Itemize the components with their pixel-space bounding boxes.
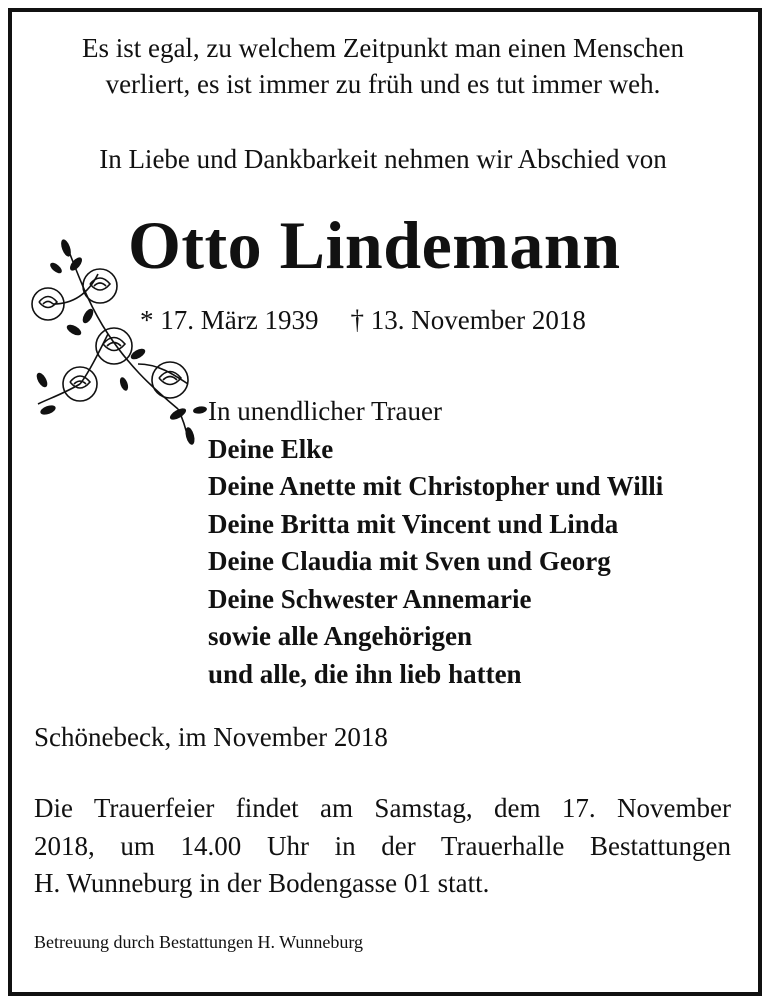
mourners-lead: In unendlicher Trauer <box>208 396 442 426</box>
roses-icon <box>28 234 208 454</box>
mourner-name: Deine Schwester Annemarie <box>208 583 532 614</box>
deceased-name: Otto Lindemann <box>128 207 621 283</box>
mourners-list <box>208 393 663 693</box>
service-line: Die Trauerfeier findet am Samstag, dem 17. November <box>34 793 731 823</box>
service-line: H. Wunneburg in der Bodengasse 01 statt. <box>34 868 490 898</box>
mourner-name: Deine Britta mit Vincent und Linda <box>208 508 619 539</box>
mourner-name: und alle, die ihn lieb hatten <box>208 658 522 689</box>
place-and-date: Schönebeck, im November 2018 <box>34 722 388 752</box>
mourner-name: Deine Anette mit Christopher und Willi <box>208 471 664 501</box>
mourner-name: Deine Claudia mit Sven und Georg <box>208 546 611 576</box>
opening-quote <box>0 30 766 102</box>
birth-date: * 17. März 1939 <box>140 305 319 335</box>
life-dates <box>140 305 618 336</box>
farewell-intro: In Liebe und Dankbarkeit nehmen wir Abschied von <box>99 144 667 174</box>
service-line: 2018, um 14.00 Uhr in der Trauerhalle Bestattungen <box>34 830 731 861</box>
quote-line: Es ist egal, zu welchem Zeitpunkt man einen Menschen <box>81 33 685 63</box>
mourner-name: sowie alle Angehörigen <box>208 621 472 651</box>
funeral-home-credit: Betreuung durch Bestattungen H. Wunneburg <box>34 932 364 952</box>
quote-line: verliert, es ist immer zu früh und es tut immer weh. <box>105 69 661 99</box>
funeral-service-info <box>34 790 731 903</box>
death-date: † 13. November 2018 <box>350 305 586 335</box>
mourner-name: Deine Elke <box>208 433 334 464</box>
